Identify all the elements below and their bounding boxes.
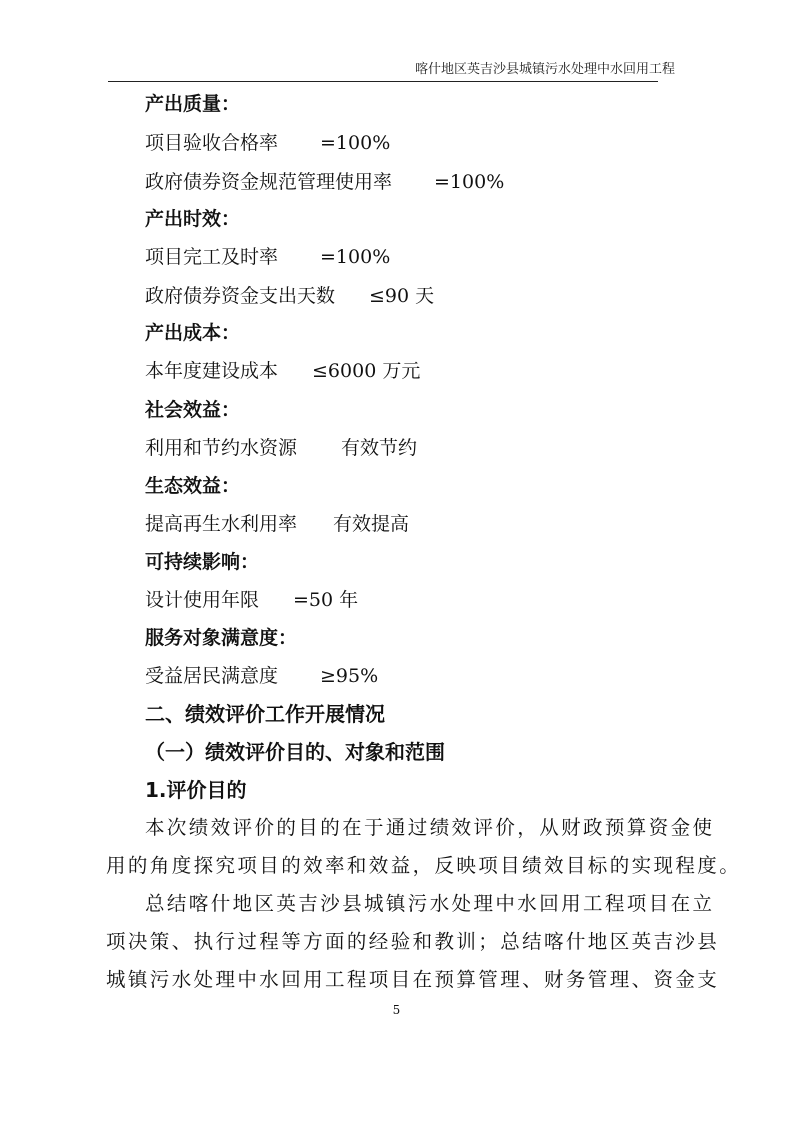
header-title: 喀什地区英吉沙县城镇污水处理中水回用工程 xyxy=(414,62,675,77)
indicator-name: 政府债券资金规范管理使用率 xyxy=(145,171,393,193)
indicator-item xyxy=(145,129,390,157)
indicator-item xyxy=(145,434,417,462)
indicator-item xyxy=(145,510,409,538)
indicator-value: ≥95% xyxy=(320,665,379,687)
indicator-name: 提高再生水利用率 xyxy=(145,513,298,535)
body-line: 本次绩效评价的目的在于通过绩效评价，从财政预算资金使 xyxy=(145,816,715,839)
indicator-value: 有效节约 xyxy=(341,437,418,459)
indicator-name: 项目验收合格率 xyxy=(145,132,279,154)
indicator-category: 产出成本： xyxy=(145,322,241,344)
page-number: 5 xyxy=(392,1003,401,1017)
indicator-item xyxy=(145,168,504,196)
indicator-item xyxy=(145,586,358,614)
indicator-item xyxy=(145,282,434,310)
section-heading: 二、绩效评价工作开展情况 xyxy=(145,702,385,726)
item-heading: 1.评价目的 xyxy=(145,778,247,802)
indicator-category: 生态效益： xyxy=(145,475,241,497)
indicator-item xyxy=(145,357,420,385)
subsection-heading: （一）绩效评价目的、对象和范围 xyxy=(145,740,445,764)
header-divider xyxy=(108,81,658,82)
body-line: 用的角度探究项目的效率和效益，反映项目绩效目标的实现程度。 xyxy=(106,854,742,877)
indicator-value: =100% xyxy=(320,246,391,268)
body-line: 项决策、执行过程等方面的经验和教训；总结喀什地区英吉沙县 xyxy=(106,930,720,953)
indicator-value: ≤6000 万元 xyxy=(312,360,421,382)
indicator-name: 受益居民满意度 xyxy=(145,665,279,687)
indicator-name: 设计使用年限 xyxy=(145,589,260,611)
indicator-value: =50 年 xyxy=(293,589,359,611)
indicator-category: 产出质量： xyxy=(145,93,241,115)
indicator-value: =100% xyxy=(320,132,391,154)
indicator-value: 有效提高 xyxy=(333,513,410,535)
indicator-category: 可持续影响： xyxy=(145,551,260,573)
indicator-category: 服务对象满意度： xyxy=(145,627,298,649)
indicator-name: 利用和节约水资源 xyxy=(145,437,298,459)
indicator-name: 政府债券资金支出天数 xyxy=(145,285,336,307)
body-line: 城镇污水处理中水回用工程项目在预算管理、财务管理、资金支 xyxy=(106,968,720,991)
indicator-category: 社会效益： xyxy=(145,399,241,421)
indicator-value: =100% xyxy=(434,171,505,193)
indicator-item xyxy=(145,662,378,690)
indicator-item xyxy=(145,243,390,271)
indicator-name: 项目完工及时率 xyxy=(145,246,279,268)
indicator-name: 本年度建设成本 xyxy=(145,360,279,382)
body-line: 总结喀什地区英吉沙县城镇污水处理中水回用工程项目在立 xyxy=(145,892,715,915)
indicator-value: ≤90 天 xyxy=(369,285,435,307)
indicator-category: 产出时效： xyxy=(145,208,241,230)
